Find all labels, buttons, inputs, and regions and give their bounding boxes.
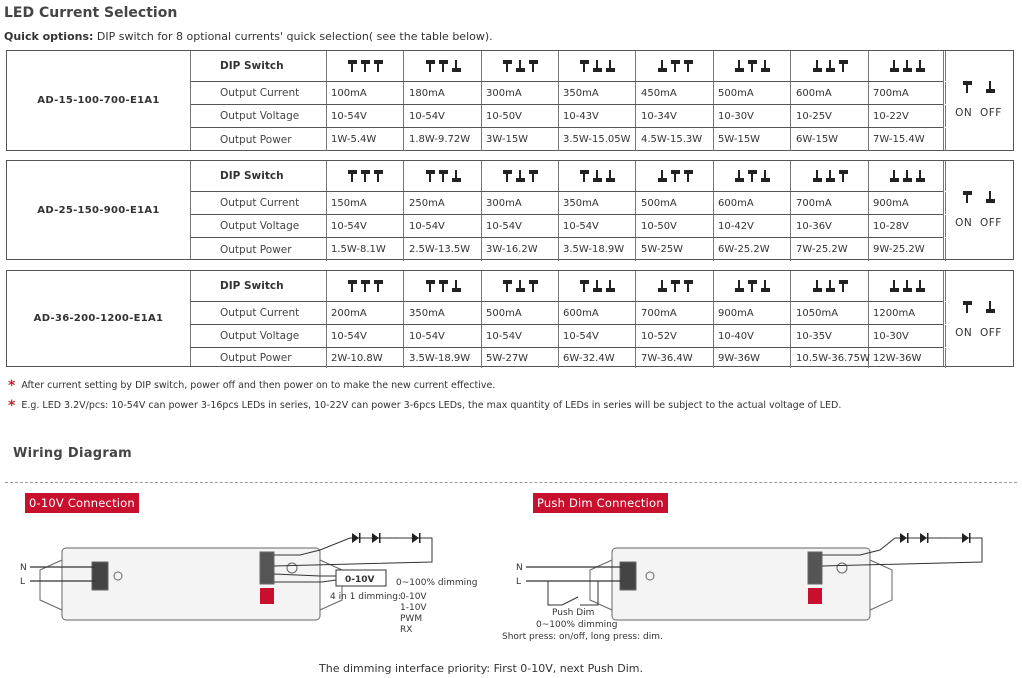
cell-voltage: 10-54V bbox=[327, 325, 404, 347]
l-label-left: L bbox=[20, 577, 26, 587]
cell-power: 3W-16.2W bbox=[482, 238, 559, 261]
dip-switch-off-icon bbox=[903, 170, 912, 182]
dip-table-3 bbox=[6, 270, 1014, 367]
dip-switch-off-icon bbox=[606, 60, 615, 72]
asterisk-icon: * bbox=[8, 378, 16, 394]
dip-switch-off-icon bbox=[826, 170, 835, 182]
dip-pattern bbox=[405, 51, 482, 81]
cell-power: 1.5W-8.1W bbox=[327, 238, 404, 261]
dip-switch-on-icon bbox=[684, 60, 693, 72]
cell-current: 1200mA bbox=[869, 302, 946, 324]
cell-current: 600mA bbox=[792, 82, 869, 104]
cell-power: 4.5W-15.3W bbox=[637, 128, 714, 151]
cell-voltage: 10-54V bbox=[327, 215, 404, 237]
cell-current: 250mA bbox=[405, 192, 482, 214]
cell-power: 6W-15W bbox=[792, 128, 869, 151]
cell-voltage: 10-54V bbox=[482, 325, 559, 347]
row-power bbox=[191, 128, 943, 151]
dip-switch-off-icon bbox=[606, 170, 615, 182]
dip-pattern bbox=[869, 271, 946, 301]
dip-switch-on-icon bbox=[529, 280, 538, 292]
cell-voltage: 10-36V bbox=[792, 215, 869, 237]
cell-current: 700mA bbox=[869, 82, 946, 104]
dip-switch-off-icon bbox=[813, 60, 822, 72]
dip-switch-on-icon bbox=[426, 170, 435, 182]
mode-4: RX bbox=[400, 625, 413, 635]
cell-current: 700mA bbox=[792, 192, 869, 214]
dip-pattern bbox=[637, 51, 714, 81]
cell-voltage: 10-54V bbox=[405, 105, 482, 127]
row-label: Output Voltage bbox=[191, 325, 327, 347]
dip-switch-on-icon bbox=[839, 170, 848, 182]
dip-switch-off-icon bbox=[903, 280, 912, 292]
cell-current: 150mA bbox=[327, 192, 404, 214]
cell-power: 5W-25W bbox=[637, 238, 714, 261]
svg-text:- -: - - bbox=[388, 533, 398, 543]
cell-power: 10.5W-36.75W bbox=[792, 348, 869, 368]
cell-current: 100mA bbox=[327, 82, 404, 104]
press-info: Short press: on/off, long press: dim. bbox=[502, 632, 663, 642]
cell-voltage: 10-52V bbox=[637, 325, 714, 347]
cell-power: 7W-25.2W bbox=[792, 238, 869, 261]
dip-switch-on-icon bbox=[839, 280, 848, 292]
cell-power: 5W-27W bbox=[482, 348, 559, 368]
legend-switch-on-icon bbox=[963, 301, 972, 313]
row-dip bbox=[191, 51, 943, 82]
dip-pattern bbox=[714, 51, 791, 81]
box-0-10v: 0-10V bbox=[345, 575, 375, 585]
dip-switch-on-icon bbox=[503, 60, 512, 72]
dip-switch-on-icon bbox=[839, 60, 848, 72]
cell-voltage: 10-30V bbox=[869, 325, 946, 347]
cell-power: 9W-36W bbox=[714, 348, 791, 368]
cell-power: 7W-36.4W bbox=[637, 348, 714, 368]
mode-1: 0-10V bbox=[400, 592, 427, 602]
dip-switch-off-icon bbox=[735, 60, 744, 72]
tag-0-10v: 0-10V Connection bbox=[25, 493, 139, 513]
dip-switch-on-icon bbox=[361, 60, 370, 72]
dip-switch-off-icon bbox=[452, 280, 461, 292]
dip-switch-off-icon bbox=[658, 60, 667, 72]
cell-power: 5W-15W bbox=[714, 128, 791, 151]
legend-switch-off-icon bbox=[986, 81, 995, 93]
cell-voltage: 10-43V bbox=[559, 105, 636, 127]
dip-switch-on-icon bbox=[439, 280, 448, 292]
cell-power: 9W-25.2W bbox=[869, 238, 946, 261]
cell-power: 12W-36W bbox=[869, 348, 946, 368]
cell-current: 300mA bbox=[482, 82, 559, 104]
dip-switch-off-icon bbox=[606, 280, 615, 292]
note-2 bbox=[8, 398, 841, 414]
cell-voltage: 10-50V bbox=[637, 215, 714, 237]
cell-current: 300mA bbox=[482, 192, 559, 214]
cell-voltage: 10-54V bbox=[482, 215, 559, 237]
push-dim-label: Push Dim bbox=[552, 608, 595, 618]
cell-voltage: 10-30V bbox=[714, 105, 791, 127]
cell-power: 6W-25.2W bbox=[714, 238, 791, 261]
cell-power: 1.8W-9.72W bbox=[405, 128, 482, 151]
spec-grid bbox=[191, 271, 943, 366]
cell-voltage: 10-54V bbox=[559, 325, 636, 347]
dip-switch-on-icon bbox=[684, 280, 693, 292]
cell-current: 900mA bbox=[869, 192, 946, 214]
dip-pattern bbox=[405, 161, 482, 191]
cell-power: 3.5W-15.05W bbox=[559, 128, 636, 151]
dip-switch-on-icon bbox=[748, 60, 757, 72]
driver-left bbox=[40, 548, 342, 620]
cell-power: 3.5W-18.9W bbox=[559, 238, 636, 261]
dip-pattern bbox=[559, 161, 636, 191]
driver-right bbox=[590, 548, 892, 620]
dip-pattern bbox=[637, 161, 714, 191]
cell-current: 200mA bbox=[327, 302, 404, 324]
dip-switch-off-icon bbox=[826, 60, 835, 72]
row-current bbox=[191, 302, 943, 325]
dip-switch-on-icon bbox=[671, 280, 680, 292]
wiring-diagram bbox=[0, 500, 1022, 660]
tag-push-dim: Push Dim Connection bbox=[533, 493, 668, 513]
cell-voltage: 10-54V bbox=[405, 325, 482, 347]
dip-switch-on-icon bbox=[439, 60, 448, 72]
row-dip bbox=[191, 271, 943, 302]
dip-pattern bbox=[869, 51, 946, 81]
dip-switch-on-icon bbox=[529, 60, 538, 72]
dip-table-2 bbox=[6, 160, 1014, 260]
cell-voltage: 10-54V bbox=[405, 215, 482, 237]
dip-switch-off-icon bbox=[890, 280, 899, 292]
cell-power: 7W-15.4W bbox=[869, 128, 946, 151]
dip-switch-on-icon bbox=[439, 170, 448, 182]
dip-pattern bbox=[482, 161, 559, 191]
cell-voltage: 10-40V bbox=[714, 325, 791, 347]
row-label: Output Power bbox=[191, 238, 327, 261]
n-label-right: N bbox=[516, 563, 523, 573]
cell-current: 700mA bbox=[637, 302, 714, 324]
dip-switch-off-icon bbox=[903, 60, 912, 72]
cell-voltage: 10-34V bbox=[637, 105, 714, 127]
dip-switch-off-icon bbox=[658, 170, 667, 182]
cell-current: 500mA bbox=[637, 192, 714, 214]
section-title: LED Current Selection bbox=[4, 5, 178, 21]
legend-switch-on-icon bbox=[963, 81, 972, 93]
quick-options-label: Quick options: bbox=[4, 30, 94, 43]
row-current bbox=[191, 192, 943, 215]
legend-switch-off-icon bbox=[986, 191, 995, 203]
row-power bbox=[191, 348, 943, 368]
dip-pattern bbox=[792, 51, 869, 81]
cell-power: 2.5W-13.5W bbox=[405, 238, 482, 261]
model-name: AD-15-100-700-E1A1 bbox=[7, 51, 191, 150]
dip-switch-off-icon bbox=[761, 280, 770, 292]
dip-switch-off-icon bbox=[761, 60, 770, 72]
cell-power: 3W-15W bbox=[482, 128, 559, 151]
dip-pattern bbox=[792, 161, 869, 191]
dip-pattern bbox=[637, 271, 714, 301]
dip-switch-on-icon bbox=[361, 170, 370, 182]
note-1 bbox=[8, 378, 495, 394]
dip-switch-off-icon bbox=[516, 280, 525, 292]
four-in-one-label: 4 in 1 dimming: bbox=[330, 592, 401, 602]
dip-pattern bbox=[327, 161, 404, 191]
cell-voltage: 10-42V bbox=[714, 215, 791, 237]
cell-current: 450mA bbox=[637, 82, 714, 104]
dip-switch-on-icon bbox=[580, 60, 589, 72]
cell-voltage: 10-54V bbox=[559, 215, 636, 237]
row-label: Output Voltage bbox=[191, 215, 327, 237]
dip-pattern bbox=[327, 271, 404, 301]
spec-grid bbox=[191, 51, 943, 150]
n-label-left: N bbox=[20, 563, 27, 573]
cell-current: 600mA bbox=[714, 192, 791, 214]
dip-pattern bbox=[714, 271, 791, 301]
cell-voltage: 10-35V bbox=[792, 325, 869, 347]
dimming-range-left: 0~100% dimming bbox=[396, 578, 478, 588]
dip-switch-on-icon bbox=[361, 280, 370, 292]
dip-switch-off-icon bbox=[916, 280, 925, 292]
row-label: Output Current bbox=[191, 302, 327, 324]
spec-grid bbox=[191, 161, 943, 259]
dip-switch-off-icon bbox=[916, 170, 925, 182]
dip-pattern bbox=[482, 271, 559, 301]
cell-current: 350mA bbox=[559, 192, 636, 214]
cell-voltage: 10-25V bbox=[792, 105, 869, 127]
dip-switch-off-icon bbox=[916, 60, 925, 72]
dip-switch-on-icon bbox=[374, 170, 383, 182]
row-label: Output Current bbox=[191, 192, 327, 214]
dip-switch-on-icon bbox=[529, 170, 538, 182]
row-label: Output Power bbox=[191, 128, 327, 151]
svg-text:- -: - - bbox=[938, 533, 948, 543]
row-label: Output Voltage bbox=[191, 105, 327, 127]
row-voltage bbox=[191, 215, 943, 238]
asterisk-icon: * bbox=[8, 398, 16, 414]
wiring-caption: The dimming interface priority: First 0-10V, next Push Dim. bbox=[319, 662, 643, 675]
dip-switch-off-icon bbox=[761, 170, 770, 182]
dip-switch-on-icon bbox=[426, 280, 435, 292]
cell-voltage: 10-22V bbox=[869, 105, 946, 127]
on-off-legend bbox=[943, 51, 1013, 150]
dip-pattern bbox=[405, 271, 482, 301]
cell-current: 1050mA bbox=[792, 302, 869, 324]
push-range: 0~100% dimming bbox=[536, 620, 618, 630]
dip-switch-on-icon bbox=[426, 60, 435, 72]
note-2-text: E.g. LED 3.2V/pcs: 10-54V can power 3-16pcs LEDs in series, 10-22V can power 3-6pcs LEDs, the max quantity of LEDs in series will be subject to the actual voltage of LED. bbox=[21, 400, 842, 411]
cell-voltage: 10-28V bbox=[869, 215, 946, 237]
row-label: DIP Switch bbox=[191, 161, 327, 191]
dip-switch-on-icon bbox=[503, 280, 512, 292]
dip-switch-on-icon bbox=[348, 280, 357, 292]
dip-switch-on-icon bbox=[374, 60, 383, 72]
dip-pattern bbox=[482, 51, 559, 81]
dip-table-1 bbox=[6, 50, 1014, 151]
on-off-text: ON OFF bbox=[955, 107, 1002, 119]
cell-current: 180mA bbox=[405, 82, 482, 104]
row-current bbox=[191, 82, 943, 105]
row-label: DIP Switch bbox=[191, 271, 327, 301]
dip-switch-off-icon bbox=[813, 280, 822, 292]
wiring-title: Wiring Diagram bbox=[13, 446, 133, 461]
cell-voltage: 10-54V bbox=[327, 105, 404, 127]
dip-switch-off-icon bbox=[452, 170, 461, 182]
quick-options-text: DIP switch for 8 optional currents' quick selection( see the table below). bbox=[93, 30, 493, 43]
note-1-text: After current setting by DIP switch, power off and then power on to make the new current effective. bbox=[21, 380, 496, 391]
dip-switch-off-icon bbox=[890, 60, 899, 72]
dip-switch-on-icon bbox=[748, 280, 757, 292]
cell-power: 3.5W-18.9W bbox=[405, 348, 482, 368]
dip-switch-off-icon bbox=[658, 280, 667, 292]
dip-switch-off-icon bbox=[593, 170, 602, 182]
dip-switch-on-icon bbox=[748, 170, 757, 182]
dip-switch-on-icon bbox=[580, 170, 589, 182]
legend-switch-off-icon bbox=[986, 301, 995, 313]
row-label: Output Power bbox=[191, 348, 327, 368]
dip-switch-off-icon bbox=[826, 280, 835, 292]
on-off-legend bbox=[943, 271, 1013, 366]
dip-switch-off-icon bbox=[813, 170, 822, 182]
dip-pattern bbox=[792, 271, 869, 301]
quick-options bbox=[4, 30, 493, 43]
dip-switch-on-icon bbox=[671, 60, 680, 72]
dip-switch-off-icon bbox=[593, 60, 602, 72]
row-voltage bbox=[191, 325, 943, 348]
mode-3: PWM bbox=[400, 614, 423, 624]
model-name: AD-25-150-900-E1A1 bbox=[7, 161, 191, 259]
dip-switch-on-icon bbox=[671, 170, 680, 182]
dip-switch-on-icon bbox=[348, 170, 357, 182]
dip-switch-off-icon bbox=[593, 280, 602, 292]
cell-current: 900mA bbox=[714, 302, 791, 324]
dip-pattern bbox=[559, 271, 636, 301]
on-off-legend bbox=[943, 161, 1013, 259]
row-voltage bbox=[191, 105, 943, 128]
cell-power: 1W-5.4W bbox=[327, 128, 404, 151]
dip-pattern bbox=[869, 161, 946, 191]
legend-switch-on-icon bbox=[963, 191, 972, 203]
dip-switch-off-icon bbox=[516, 60, 525, 72]
dip-switch-on-icon bbox=[580, 280, 589, 292]
dip-switch-off-icon bbox=[735, 170, 744, 182]
dip-switch-off-icon bbox=[890, 170, 899, 182]
dip-switch-on-icon bbox=[684, 170, 693, 182]
row-label: DIP Switch bbox=[191, 51, 327, 81]
dip-pattern bbox=[327, 51, 404, 81]
dip-pattern bbox=[559, 51, 636, 81]
l-label-right: L bbox=[516, 577, 522, 587]
model-name: AD-36-200-1200-E1A1 bbox=[7, 271, 191, 366]
dip-switch-off-icon bbox=[735, 280, 744, 292]
mode-2: 1-10V bbox=[400, 603, 427, 613]
cell-power: 6W-32.4W bbox=[559, 348, 636, 368]
on-off-text: ON OFF bbox=[955, 327, 1002, 339]
row-dip bbox=[191, 161, 943, 192]
on-off-text: ON OFF bbox=[955, 217, 1002, 229]
cell-voltage: 10-50V bbox=[482, 105, 559, 127]
dip-switch-off-icon bbox=[516, 170, 525, 182]
dip-switch-on-icon bbox=[503, 170, 512, 182]
cell-power: 2W-10.8W bbox=[327, 348, 404, 368]
cell-current: 500mA bbox=[714, 82, 791, 104]
row-label: Output Current bbox=[191, 82, 327, 104]
row-power bbox=[191, 238, 943, 261]
cell-current: 350mA bbox=[405, 302, 482, 324]
dip-switch-on-icon bbox=[374, 280, 383, 292]
dip-switch-on-icon bbox=[348, 60, 357, 72]
dip-pattern bbox=[714, 161, 791, 191]
cell-current: 350mA bbox=[559, 82, 636, 104]
dip-switch-off-icon bbox=[452, 60, 461, 72]
cell-current: 500mA bbox=[482, 302, 559, 324]
cell-current: 600mA bbox=[559, 302, 636, 324]
